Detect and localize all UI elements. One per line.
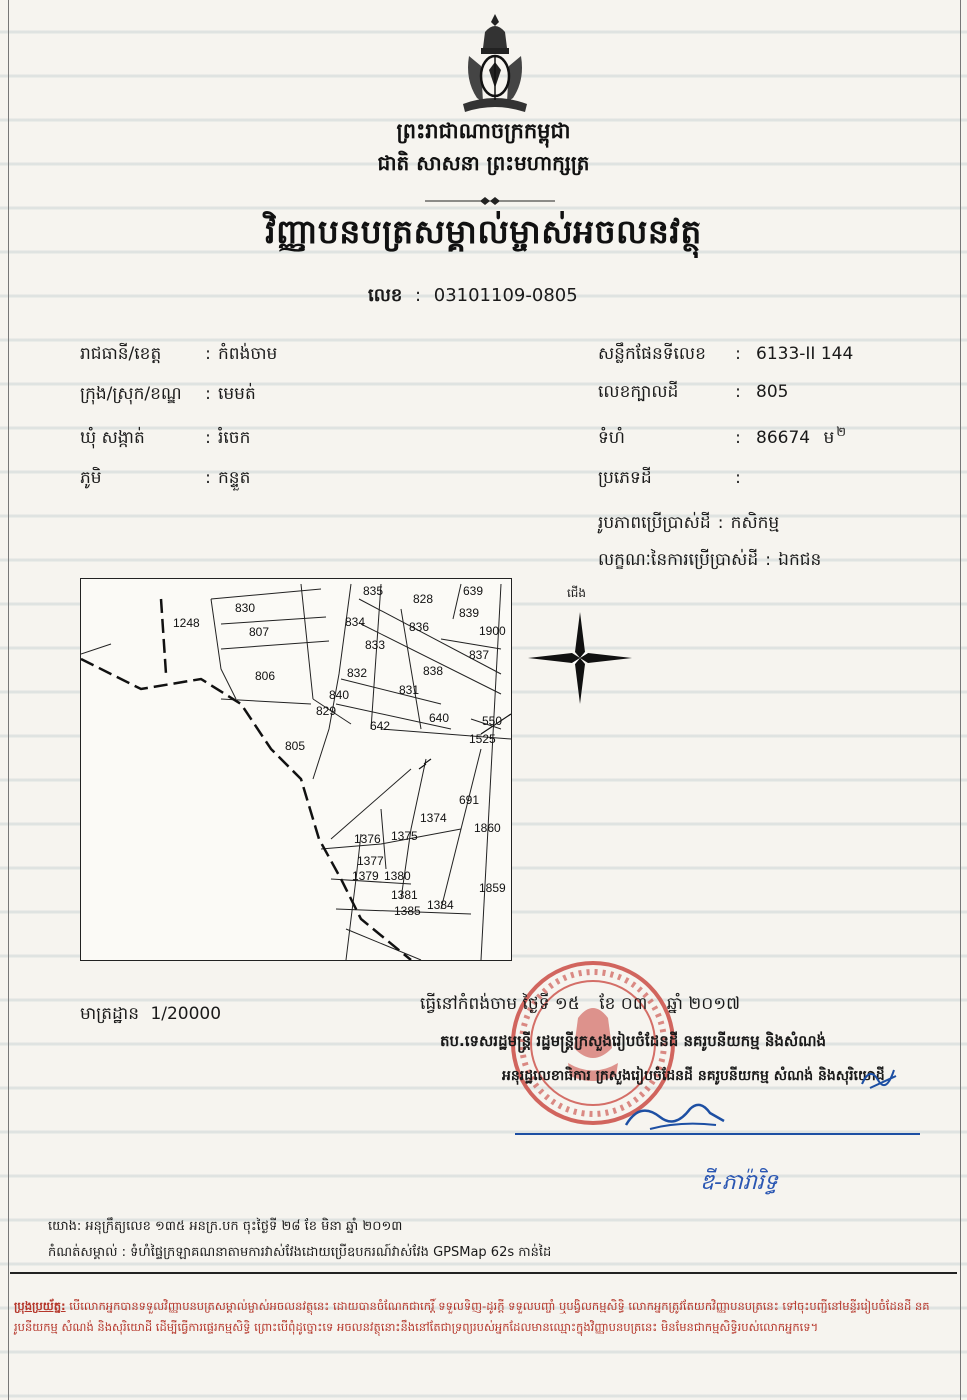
field-value: មេមត់ [218, 384, 256, 404]
warning-text: បើលោកអ្នកបានទទួលវិញ្ញាបនបត្រសម្គាល់ម្ចាស់អចលនវត្ថុនេះ ដោយបានចំណែកជាកេរ្តិ៍ ទទួលទិញ-ដូរក្តី ទទួលបញ្ចាំ ឬបង្វិលកម្មសិទ្ធិ លោកអ្នកត្រូវតែយកវិញ្ញាបនបត្រនេះ ទៅចុះបញ្ជីនៅមន្ទីររៀបចំដែនដី នគរូបនីយកម្ម សំណង់ និងសុរិយោដី ដើម្បីធ្វើការផ្ទេរកម្មសិទ្ធិ ព្រោះបើពុំដូច្នោះទេ អចលនវត្ថុនោះនឹងនៅតែជាទ្រព្យរបស់អ្នកដែលមានឈ្មោះក្នុងវិញ្ញាបនបត្រនេះ មិនមែនជាកម្មសិទ្ធិរបស់លោកអ្នកទេ។ [14, 1299, 930, 1334]
field-label: ទំហំ [598, 427, 625, 448]
area-unit: ម [823, 427, 835, 448]
signer-name: ឌី-ភារ៉ារិទ្ធ [700, 1170, 778, 1195]
royal-coat-of-arms-emblem [455, 10, 535, 120]
plot-label: 838 [423, 664, 444, 678]
area-remark: កំណត់សម្គាល់ : ទំហំផ្ទៃក្រឡាគណនាតាមការវាស់វែងដោយប្រើឧបករណ៍វាស់វែង GPSMap 62s កាន់ដៃ [48, 1245, 552, 1260]
field-commune: ឃុំ សង្កាត់ : រំចេក [80, 427, 250, 452]
field-value: រំចេក [218, 428, 251, 448]
north-label: ជើង [567, 586, 587, 600]
field-label: រាជធានី/ខេត្ត [80, 344, 162, 364]
plot-label: 829 [316, 704, 337, 718]
warning-label: ប្រុងប្រយ័ត្ន: [14, 1299, 66, 1313]
field-label: ឃុំ សង្កាត់ [80, 428, 145, 448]
plot-label: 640 [429, 711, 450, 725]
field-label: លក្ខណៈនៃការប្រើប្រាស់ដី [598, 550, 759, 570]
plot-label: 833 [365, 638, 386, 652]
field-parcel-number: លេខក្បាលដី : 805 [598, 381, 788, 406]
plot-label: 1384 [427, 898, 454, 912]
field-land-type: ប្រភេទដី : [598, 467, 748, 492]
plot-label: 834 [345, 615, 366, 629]
field-value: ឯកជន [778, 550, 822, 570]
scale-label: មាត្រដ្ឋាន [80, 1004, 140, 1024]
north-arrow-icon [528, 612, 632, 704]
field-label: ភូមិ [80, 468, 102, 488]
field-land-use: រូបភាពប្រើប្រាស់ដី : កសិកម្ម [598, 512, 779, 537]
plot-label: 830 [235, 601, 256, 615]
field-label: ក្រុង/ស្រុក/ខណ្ឌ [80, 384, 182, 404]
certificate-number: លេខ : 03101109-0805 [368, 285, 578, 306]
cadastral-map [80, 578, 512, 961]
plot-label: 1381 [391, 888, 418, 902]
issuance-year: ឆ្នាំ ២០១៧ [666, 994, 741, 1014]
handwritten-signature [620, 1095, 730, 1135]
plot-label: 806 [255, 669, 276, 683]
national-motto: ជាតិ សាសនា ព្រះមហាក្សត្រ [377, 151, 590, 175]
plot-label: 1379 [352, 869, 379, 883]
plot-label: 1375 [391, 829, 418, 843]
field-label: លេខក្បាលដី [598, 382, 679, 402]
plot-label: 642 [370, 719, 391, 733]
plot-label: 639 [463, 584, 484, 598]
cadastral-map-drawing [81, 579, 511, 960]
kingdom-name: ព្រះរាជាណាចក្រកម្ពុជា [396, 119, 571, 143]
plot-label: 1380 [384, 869, 411, 883]
issuance-place-day: ធ្វើនៅកំពង់ចាម ថ្ងៃទី ១៥ [420, 994, 580, 1014]
field-label: រូបភាពប្រើប្រាស់ដី [598, 513, 711, 533]
scale-value: 1/20000 [150, 1004, 222, 1024]
field-value: កសិកម្ម [730, 513, 780, 533]
plot-label: 832 [347, 666, 368, 680]
plot-label: 1859 [479, 881, 506, 895]
plot-label: 1385 [394, 904, 421, 918]
plot-label: 835 [363, 584, 384, 598]
plot-label: 1900 [479, 624, 506, 638]
field-value: 6133-II 144 [756, 344, 854, 364]
legal-reference: យោង: អនុក្រឹត្យលេខ ១៣៥ អនក្រ.បក ចុះថ្ងៃទី ២៨ ខែ មិនា ឆ្នាំ ២០១៣ [48, 1219, 403, 1234]
field-value: កន្ទួត [218, 468, 251, 488]
divider [10, 1272, 957, 1274]
field-label: ប្រភេទដី [598, 468, 652, 488]
plot-label: 1248 [173, 616, 200, 630]
issuance-place-date [420, 993, 740, 1018]
field-land-use-nature: លក្ខណៈនៃការប្រើប្រាស់ដី : ឯកជន [598, 549, 821, 574]
certificate-number-value: 03101109-0805 [433, 285, 578, 306]
plot-label: 1860 [474, 821, 501, 835]
signature-line [515, 1133, 920, 1135]
field-value: កំពង់ចាម [218, 344, 278, 364]
plot-label: 1376 [354, 832, 381, 846]
initial-signature [860, 1062, 900, 1092]
field-map-sheet: សន្លឹកផែនទីលេខ : 6133-II 144 [598, 343, 853, 368]
warning-notice [14, 1296, 949, 1338]
plot-label: 805 [285, 739, 306, 753]
plot-label: 807 [249, 625, 270, 639]
field-district: ក្រុង/ស្រុក/ខណ្ឌ : មេមត់ [80, 383, 256, 408]
issuance-month: ខែ ០៣ [599, 994, 648, 1014]
field-province: រាជធានី/ខេត្ត : កំពង់ចាម [80, 343, 277, 368]
field-value: 86674 [756, 427, 811, 448]
certificate-number-label: លេខ [368, 285, 403, 306]
document-title: វិញ្ញាបនបត្រសម្គាល់ម្ចាស់អចលនវត្ថុ [265, 212, 702, 251]
plot-label: 839 [459, 606, 480, 620]
field-area: ទំហំ : 86674 ម $^២$ [598, 424, 846, 452]
plot-label: 837 [469, 648, 490, 662]
plot-label: 1374 [420, 811, 447, 825]
ministry-signatory: តប.ទេសរដ្ឋមន្ត្រី រដ្ឋមន្ត្រីក្រសួងរៀបចំដែនដី នគរូបនីយកម្ម និងសំណង់ [440, 1032, 827, 1050]
plot-label: 831 [399, 683, 420, 697]
field-village: ភូមិ : កន្ទួត [80, 467, 250, 492]
plot-label: 1377 [357, 854, 384, 868]
plot-label: 828 [413, 592, 434, 606]
field-label: សន្លឹកផែនទីលេខ [598, 344, 706, 364]
plot-label: 691 [459, 793, 480, 807]
plot-label: 550 [482, 714, 503, 728]
plot-label: 836 [409, 620, 430, 634]
plot-label: 840 [329, 688, 350, 702]
deputy-signatory: អនុរដ្ឋលេខាធិការ ក្រសួងរៀបចំដែនដី នគរូបនីយកម្ម សំណង់ និងសុរិយោដី [502, 1068, 885, 1084]
field-value: 805 [756, 382, 789, 402]
area-unit-superscript: ២ [836, 425, 847, 440]
map-scale [80, 1003, 221, 1028]
plot-label: 1525 [469, 732, 496, 746]
ornament-divider [425, 196, 555, 206]
